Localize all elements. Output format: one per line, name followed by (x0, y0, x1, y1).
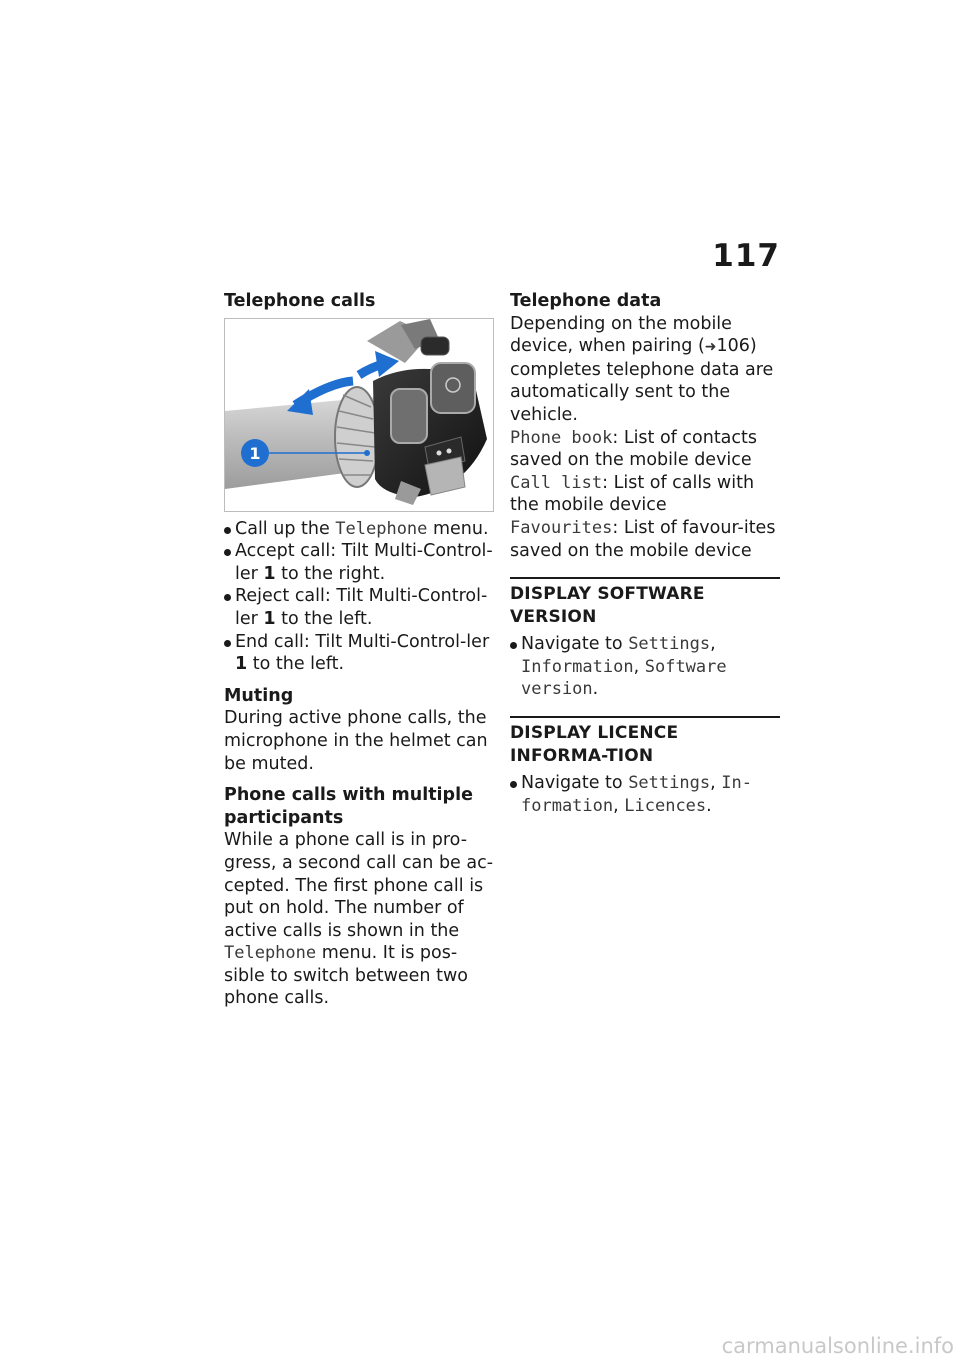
muting-text: During active phone calls, the microphone in the helmet can be muted. (224, 708, 488, 774)
watermark: carmanualsonline.info (721, 1334, 954, 1358)
multi-controller-illustration (225, 319, 493, 511)
handlebar-figure (224, 318, 494, 512)
software-version-steps (510, 633, 780, 701)
phone-book-item: Phone book: List of contacts saved on the mobile device (510, 427, 758, 471)
list-item: Reject call: Tilt Multi-Control-ler 1 to the left. (224, 585, 494, 630)
section-divider (510, 716, 780, 718)
list-item: Navigate to Settings, In-formation, Licences. (510, 772, 780, 817)
favourites-item: Favourites: List of favour-ites saved on the mobile device (510, 517, 776, 561)
multi-call-text: While a phone call is in pro-gress, a second call can be ac-cepted. The first phone call is put on hold. The number of active calls is shown in the Telephone menu. It is pos-sible to switch between two phone calls. (224, 830, 494, 1009)
callout-number: 1 (249, 443, 261, 463)
telephone-data-heading: Telephone data (510, 291, 662, 311)
list-item: Accept call: Tilt Multi-Control-ler 1 to the right. (224, 540, 494, 585)
list-item: End call: Tilt Multi-Control-ler 1 to the left. (224, 631, 494, 676)
left-column (224, 290, 494, 1010)
muting-heading: Muting (224, 685, 294, 706)
licence-info-heading: DISPLAY LICENCE INFORMA-TION (510, 722, 679, 766)
telephone-data-text: Depending on the mobile device, when pairing (➜106) completes telephone data are automatically sent to the vehicle. (510, 313, 774, 425)
list-item: Call up the Telephone menu. (224, 518, 494, 541)
multi-call-heading: Phone calls with multiple participants (224, 785, 473, 828)
page-number: 117 (712, 238, 780, 274)
licence-info-steps (510, 772, 780, 817)
list-item: Navigate to Settings, Information, Software version. (510, 633, 780, 701)
page-reference[interactable]: 106 (716, 336, 750, 357)
telephone-calls-heading: Telephone calls (224, 291, 376, 311)
software-version-heading: DISPLAY SOFTWARE VERSION (510, 584, 705, 628)
section-divider (510, 577, 780, 579)
call-list-item: Call list: List of calls with the mobile device (510, 472, 755, 516)
page-reference-arrow-icon: ➜ (704, 339, 717, 356)
telephone-calls-list (224, 518, 494, 676)
right-column (510, 290, 780, 817)
